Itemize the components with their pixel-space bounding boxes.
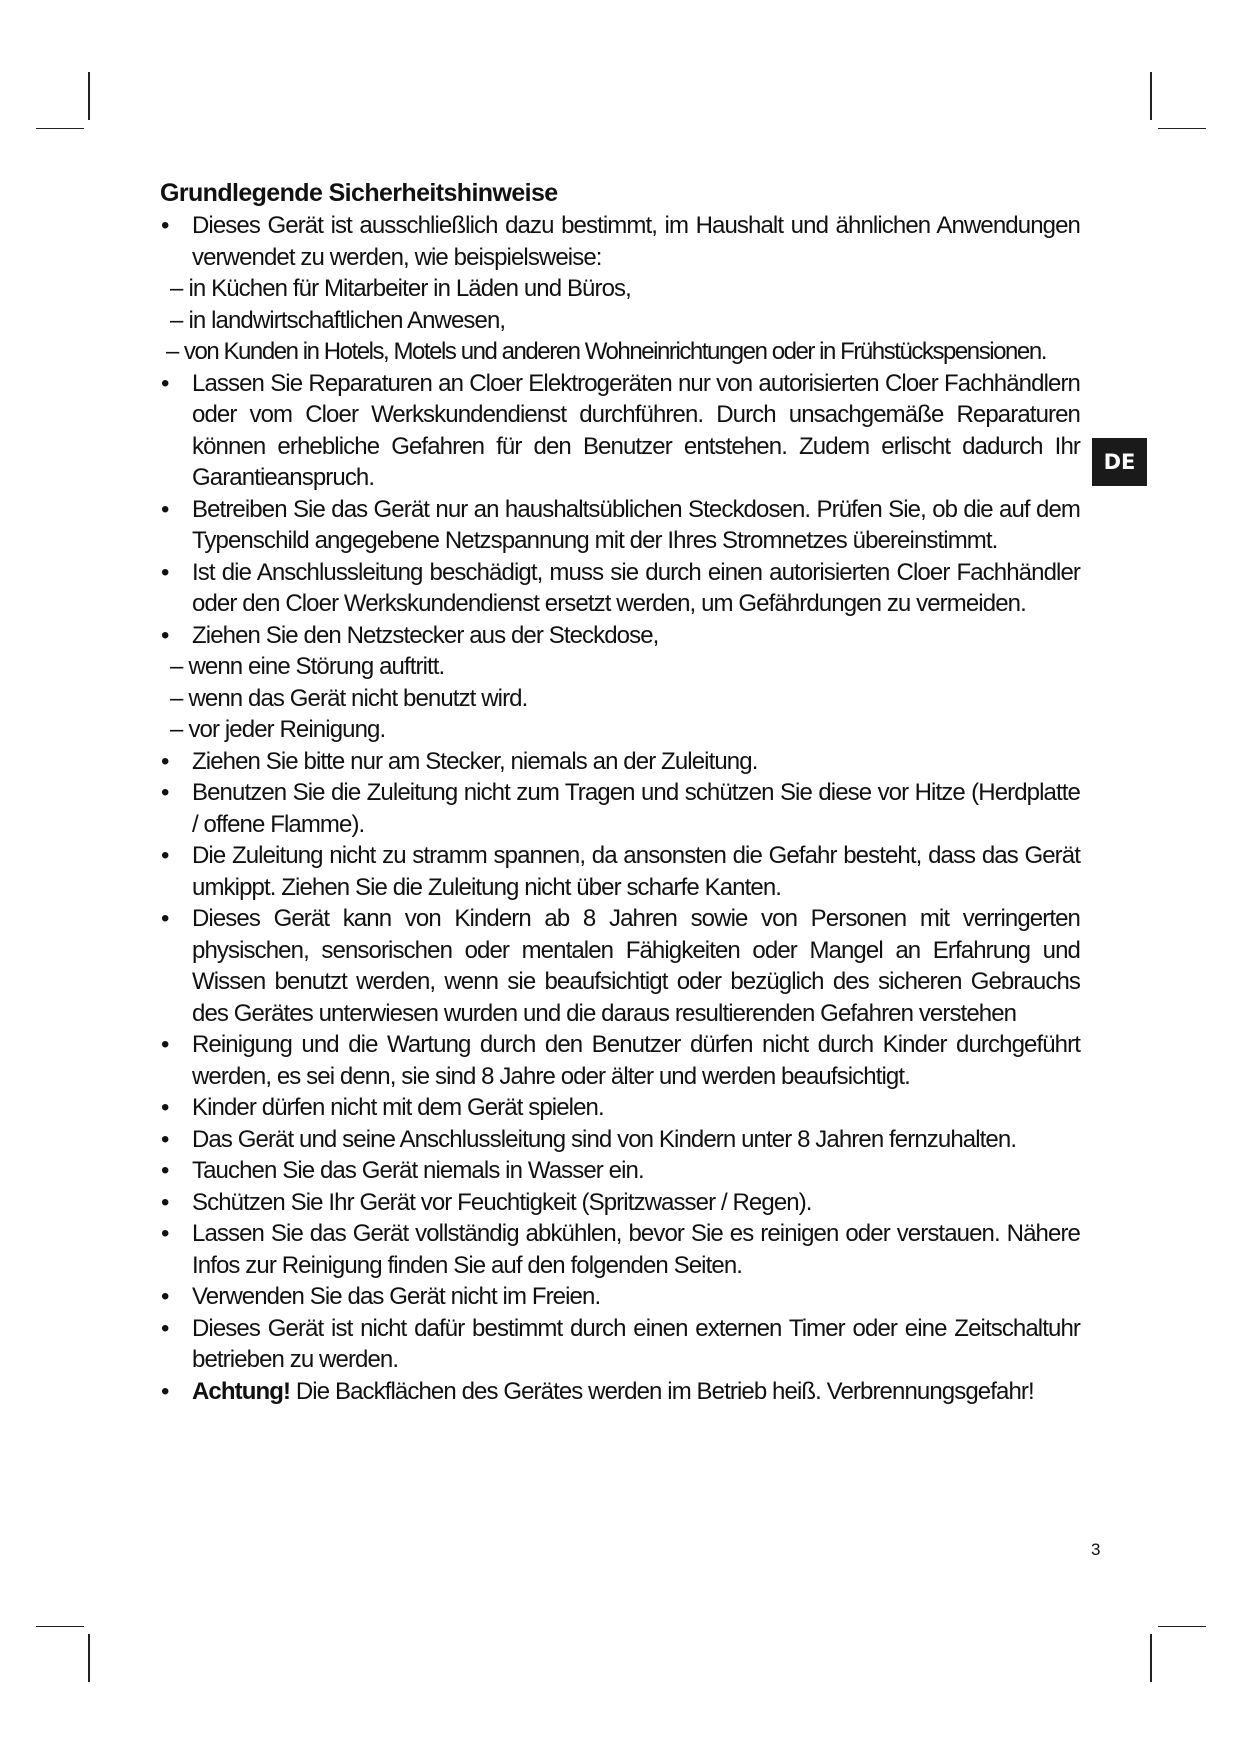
item-text: vor jeder Reinigung. <box>188 716 386 743</box>
crop-mark-bottom-right-horizontal <box>1158 1626 1206 1627</box>
page-number: 3 <box>1091 1540 1101 1559</box>
list-item <box>160 1124 1080 1156</box>
crop-mark-top-right-horizontal <box>1158 128 1206 129</box>
list-item <box>160 1029 1080 1092</box>
list-item <box>160 1155 1080 1187</box>
item-text: Dieses Gerät kann von Kindern ab 8 Jahren sowie von Personen mit verringerten physischen, sensorischen oder mentalen Fähigkeiten oder Mangel an Erfahrung und Wissen benutzt werden, wenn sie beaufsichtigt oder bezüglich des sicheren Gebrauchs des Gerätes unterwiesen wurden und die daraus resultierenden Gefahren verstehen <box>192 905 1080 1027</box>
list-item <box>160 210 1080 273</box>
item-text: Das Gerät und seine Anschlussleitung sind von Kindern unter 8 Jahren fernzuhalten. <box>192 1125 1017 1153</box>
crop-mark-bottom-right-vertical <box>1150 1634 1152 1682</box>
warning-item <box>160 1376 1080 1408</box>
list-item <box>160 1187 1080 1219</box>
item-text: wenn eine Störung auftritt. <box>188 653 445 680</box>
list-item <box>160 1313 1080 1376</box>
list-item <box>160 494 1080 557</box>
item-text: Die Zuleitung nicht zu stramm spannen, da ansonsten die Gefahr besteht, dass das Gerät umkippt. Ziehen Sie die Zuleitung nicht über scharfe Kanten. <box>192 842 1080 901</box>
list-subitem: – von Kunden in Hotels, Motels und anderen Wohneinrichtungen oder in Frühstückspensionen. <box>166 338 1046 365</box>
item-text: Ist die Anschlussleitung beschädigt, muss sie durch einen autorisierten Cloer Fachhändler oder den Cloer Werkskundendienst ersetzt werden, um Gefährdungen zu vermeiden. <box>192 558 1080 617</box>
item-text: Dieses Gerät ist ausschließlich dazu bestimmt, im Haushalt und ähnlichen Anwendungen verwendet zu werden, wie beispielsweise: <box>192 212 1080 271</box>
crop-mark-bottom-left-horizontal <box>36 1626 84 1627</box>
section-title: Grundlegende Sicherheitshinweise <box>160 179 558 207</box>
language-tab: DE <box>1092 438 1147 486</box>
list-subitem: – wenn eine Störung auftritt. <box>170 653 445 680</box>
crop-mark-top-left-horizontal <box>36 128 84 129</box>
list-subitem: – vor jeder Reinigung. <box>170 716 386 743</box>
item-text: Ziehen Sie den Netzstecker aus der Steckdose, <box>192 621 659 649</box>
list-subitem: – wenn das Gerät nicht benutzt wird. <box>170 684 528 712</box>
item-text: in Küchen für Mitarbeiter in Läden und Büros, <box>188 275 631 302</box>
crop-mark-top-right-vertical <box>1150 72 1152 120</box>
item-text: Kinder dürfen nicht mit dem Gerät spielen. <box>192 1094 604 1121</box>
item-text: Schützen Sie Ihr Gerät vor Feuchtigkeit (Spritzwasser / Regen). <box>192 1188 812 1216</box>
item-text: Lassen Sie das Gerät vollständig abkühlen, bevor Sie es reinigen oder verstauen. Nähere Infos zur Reinigung finden Sie auf den folgenden Seiten. <box>192 1220 1080 1279</box>
list-item <box>160 777 1080 840</box>
list-item <box>160 1218 1080 1281</box>
list-item <box>160 557 1080 620</box>
item-text: von Kunden in Hotels, Motels und anderen Wohneinrichtungen oder in Frühstückspensionen. <box>183 338 1046 365</box>
item-text: Benutzen Sie die Zuleitung nicht zum Tragen und schützen Sie diese vor Hitze (Herdplatte / offene Flamme). <box>192 779 1080 838</box>
crop-mark-top-left-vertical <box>88 72 90 120</box>
list-item <box>160 903 1080 1029</box>
list-item <box>160 620 1080 652</box>
safety-section <box>160 178 1080 1407</box>
item-text: Lassen Sie Reparaturen an Cloer Elektrogeräten nur von autorisierten Cloer Fachhändlern oder vom Cloer Werkskundendienst durchführen. Durch unsachgemäße Reparaturen können erhebliche Gefahren für den Benutzer entstehen. Zudem erlischt dadurch Ihr Garantieanspruch. <box>192 369 1080 491</box>
item-text: Reinigung und die Wartung durch den Benutzer dürfen nicht durch Kinder durchgeführt werden, es sei denn, sie sind 8 Jahre oder älter und werden beaufsichtigt. <box>192 1031 1080 1090</box>
list-item <box>160 368 1080 494</box>
list-item <box>160 746 1080 778</box>
list-item <box>160 840 1080 903</box>
item-text: Ziehen Sie bitte nur am Stecker, niemals an der Zuleitung. <box>192 747 758 775</box>
item-text: wenn das Gerät nicht benutzt wird. <box>188 684 528 712</box>
item-text: in landwirtschaftlichen Anwesen, <box>188 306 506 334</box>
item-text: Dieses Gerät ist nicht dafür bestimmt durch einen externen Timer oder eine Zeitschaltuhr betrieben zu werden. <box>192 1314 1080 1373</box>
crop-mark-bottom-left-vertical <box>88 1634 90 1682</box>
warning-label: Achtung! <box>192 1377 291 1405</box>
item-text: Betreiben Sie das Gerät nur an haushaltsüblichen Steckdosen. Prüfen Sie, ob die auf dem Typenschild angegebene Netzspannung mit der Ihres Stromnetzes übereinstimmt. <box>192 495 1080 554</box>
list-item <box>160 1281 1080 1313</box>
item-text: Tauchen Sie das Gerät niemals in Wasser ein. <box>192 1157 644 1184</box>
warning-text: Die Backflächen des Gerätes werden im Betrieb heiß. Verbrennungsgefahr! <box>290 1377 1034 1405</box>
list-subitem: – in Küchen für Mitarbeiter in Läden und Büros, <box>170 275 631 302</box>
safety-list <box>160 210 1080 1407</box>
list-subitem: – in landwirtschaftlichen Anwesen, <box>170 306 506 334</box>
item-text: Verwenden Sie das Gerät nicht im Freien. <box>192 1283 601 1310</box>
list-item <box>160 1092 1080 1124</box>
